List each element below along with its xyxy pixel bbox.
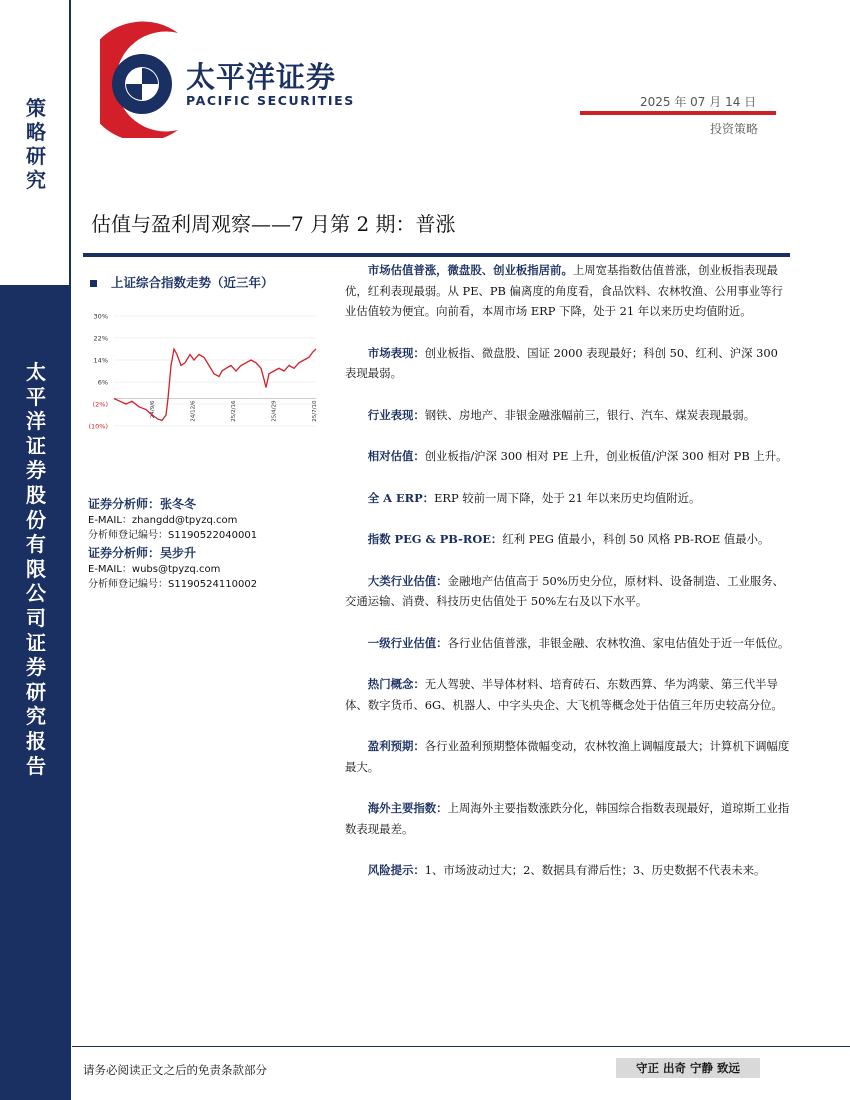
paragraph-text: 各行业盈利预期整体微幅变动，农林牧渔上调幅度最大；计算机下调幅度最大。 — [345, 739, 790, 774]
analyst-2-reg: 分析师登记编号：S1190524110002 — [88, 578, 258, 590]
summary-paragraph — [345, 260, 790, 322]
analyst-2-name: 证券分析师：吴步升 — [88, 545, 197, 560]
paragraph-heading: 行业表现： — [367, 407, 425, 422]
summary-paragraph — [345, 860, 790, 881]
logo-cn-text: 太平洋证券 — [186, 60, 337, 94]
x-tick-label: 24/9/6 — [150, 400, 156, 419]
summary-paragraph — [345, 446, 790, 467]
sidebar — [0, 0, 71, 1100]
bullet-square-icon — [90, 280, 97, 287]
paragraph-heading: 风险提示： — [367, 863, 425, 877]
paragraph-heading: 一级行业估值： — [367, 635, 448, 650]
summary-paragraph — [345, 798, 790, 839]
header-red-rule — [580, 111, 776, 115]
paragraph-text: 1、市场波动过大；2、数据具有滞后性；3、历史数据不代表未来。 — [424, 863, 766, 877]
x-tick-label: 25/2/16 — [231, 400, 237, 422]
paragraph-heading: 大类行业估值： — [367, 573, 448, 588]
summary-paragraph — [345, 343, 790, 384]
paragraph-text: 金融地产估值高于 50%历史分位，原材料、设备制造、工业服务、交通运输、消费、科技历史估值处于 50%左右及以下水平。 — [345, 573, 785, 608]
chart-heading — [90, 273, 274, 291]
y-tick-label: 22% — [93, 334, 108, 343]
analyst-2-email: E-MAIL：wubs@tpyzq.com — [88, 563, 221, 575]
paragraph-heading: 海外主要指数： — [367, 801, 448, 815]
paragraph-heading: 市场表现： — [367, 345, 425, 360]
index-trend-chart — [88, 308, 323, 438]
analyst-1-email: E-MAIL：zhangdd@tpyzq.com — [88, 515, 238, 526]
paragraph-text: 红利 PEG 值最小，科创 50 风格 PB-ROE 值最小。 — [502, 532, 770, 546]
disclaimer-note: 请务必阅读正文之后的免责条款部分 — [83, 1063, 267, 1077]
paragraph-text: 无人驾驶、半导体材料、培育砖石、东数西算、华为鸿蒙、第三代半导体、数字货币、6G、机器人、中字头央企、大飞机等概念处于估值三年历史较高分位。 — [345, 677, 783, 712]
report-title: 估值与盈利周观察——7 月第 2 期：普涨 — [91, 212, 456, 236]
summary-paragraph — [345, 488, 790, 509]
summary-body — [345, 260, 790, 902]
paragraph-text: 各行业估值普涨，非银金融、农林牧渔、家电估值处于近一年低位。 — [447, 635, 790, 650]
paragraph-heading: 相对估值： — [367, 449, 425, 463]
company-motto: 守正 出奇 宁静 致远 — [616, 1058, 760, 1078]
y-tick-label: (10%) — [88, 422, 108, 431]
summary-paragraph — [345, 736, 790, 777]
x-tick-label: 25/7/10 — [312, 400, 318, 422]
x-tick-label: 25/4/29 — [271, 400, 278, 422]
paragraph-text: 上周海外主要指数涨跌分化，韩国综合指数表现最好，道琼斯工业指数表现最差。 — [345, 801, 790, 836]
paragraph-text: 钢铁、房地产、非银金融涨幅前三，银行、汽车、煤炭表现最弱。 — [424, 407, 756, 422]
report-date: 2025 年 07 月 14 日 — [640, 95, 757, 109]
paragraph-heading: 市场估值普涨，微盘股、创业板指居前。 — [367, 263, 573, 277]
footer-rule — [72, 1046, 850, 1047]
chart-heading-text: 上证综合指数走势（近三年） — [111, 275, 274, 290]
y-tick-label: 30% — [93, 312, 108, 321]
analyst-1-name: 证券分析师：张冬冬 — [88, 497, 197, 511]
report-category: 投资策略 — [710, 122, 759, 136]
summary-paragraph — [345, 633, 790, 654]
y-tick-label: (2%) — [92, 400, 108, 409]
y-tick-label: 14% — [93, 356, 108, 365]
logo-en-text: PACIFIC SECURITIES — [186, 93, 355, 108]
summary-paragraph — [345, 529, 790, 550]
paragraph-text: 创业板指/沪深 300 相对 PE 上升，创业板值/沪深 300 相对 PB 上升。 — [424, 449, 788, 463]
paragraph-text: ERP 较前一周下降，处于 21 年以来历史均值附近。 — [434, 490, 701, 505]
y-tick-label: 6% — [97, 378, 108, 387]
summary-paragraph — [345, 571, 790, 612]
sidebar-top-label: 策略研究 — [26, 96, 46, 192]
analyst-block — [88, 495, 333, 592]
paragraph-text: 创业板指、微盘股、国证 2000 表现最好；科创 50、红利、沪深 300 表现最弱。 — [345, 345, 778, 380]
sidebar-company-label: 太平洋证券股份有限公司证券研究报告 — [26, 360, 46, 778]
pacific-securities-logo-icon — [100, 18, 185, 138]
paragraph-heading: 盈利预期： — [367, 739, 425, 753]
summary-paragraph — [345, 674, 790, 715]
summary-paragraph — [345, 405, 790, 426]
paragraph-heading: 全 A ERP： — [367, 490, 435, 505]
analyst-1-reg: 分析师登记编号：S1190522040001 — [88, 530, 258, 542]
title-rule — [83, 253, 790, 257]
paragraph-text: 上周宽基指数估值普涨，创业板指表现最优，红利表现最弱。从 PE、PB 偏离度的角度看，食品饮料、农林牧渔、公用事业等行业估值较为便宜。向前看，本周市场 ERP 下降，处于 21 年以来历史均值附近。 — [345, 263, 783, 318]
paragraph-heading: 热门概念： — [367, 677, 425, 691]
sidebar-top-panel — [0, 0, 71, 285]
paragraph-heading: 指数 PEG & PB-ROE： — [367, 532, 503, 546]
x-tick-label: 24/12/6 — [190, 400, 197, 422]
